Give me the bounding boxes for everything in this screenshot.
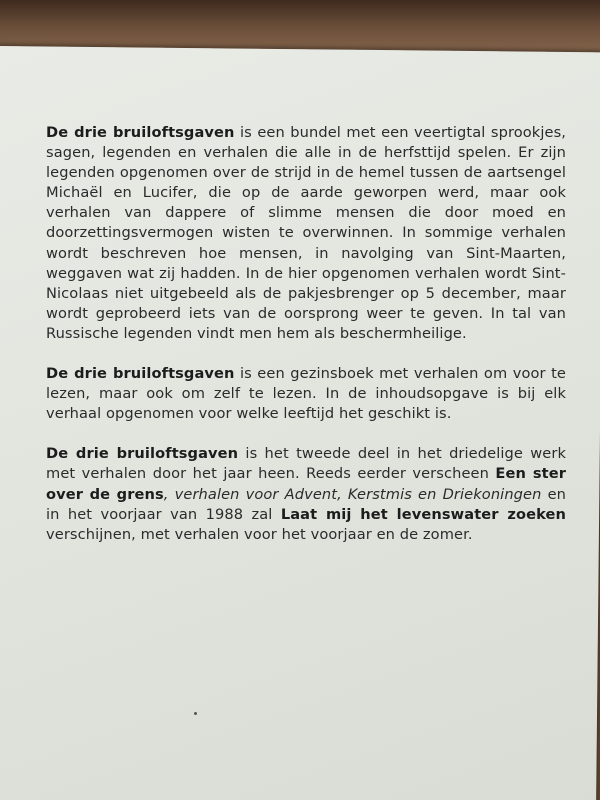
book-title: De drie bruiloftsgaven (46, 445, 239, 463)
blurb-text (46, 123, 566, 565)
related-book-title: Een ster over de grens (46, 465, 566, 503)
paragraph-text: en in het voorjaar van 1988 zal (46, 485, 567, 523)
paragraph-text: is een bundel met een veertigtal sprookjes, sagen, legenden en verhalen die alle in de herfsttijd spelen. Er zijn legenden opgenomen over de strijd in de hemel tussen de aartsengel Michaël en Lucifer, die op de aarde geworpen werd, maar ook verhalen van dappere of slimme mensen die door moed en doorzettingsvermogen wisten te overwinnen. In sommige verhalen wordt beschreven hoe mensen, in navolging van Sint-Maarten, weggaven wat zij hadden. In de hier opgenomen verhalen wordt Sint-Nicolaas niet uitgebeeld als de pakjesbrenger op 5 december, maar wordt geprobeerd iets van de oorsprong weer te geven. In tal van Russische legenden vindt men hem als beschermheilige. (46, 124, 567, 342)
dust-speck (194, 712, 197, 715)
book-title: De drie bruiloftsgaven (46, 124, 235, 141)
paragraph-text: is een gezinsboek met verhalen om voor te lezen, maar ook om zelf te lezen. In de inhoudsopgave is bij elk verhaal opgenomen voor welke leeftijd het geschikt is. (46, 365, 566, 423)
paragraph-text: is het tweede deel in het driedelige werk met verhalen door het jaar heen. Reeds eerder verscheen (46, 445, 566, 483)
book-title: De drie bruiloftsgaven (46, 365, 235, 383)
paragraph-2 (46, 364, 566, 424)
related-book-subtitle: , verhalen voor Advent, Kerstmis en Driekoningen (163, 485, 542, 503)
paragraph-text: verschijnen, met verhalen voor het voorjaar en de zomer. (46, 525, 473, 543)
paragraph-1 (46, 123, 566, 344)
paragraph-3 (46, 444, 566, 544)
related-book-title: Laat mij het levenswater zoeken (280, 505, 566, 523)
